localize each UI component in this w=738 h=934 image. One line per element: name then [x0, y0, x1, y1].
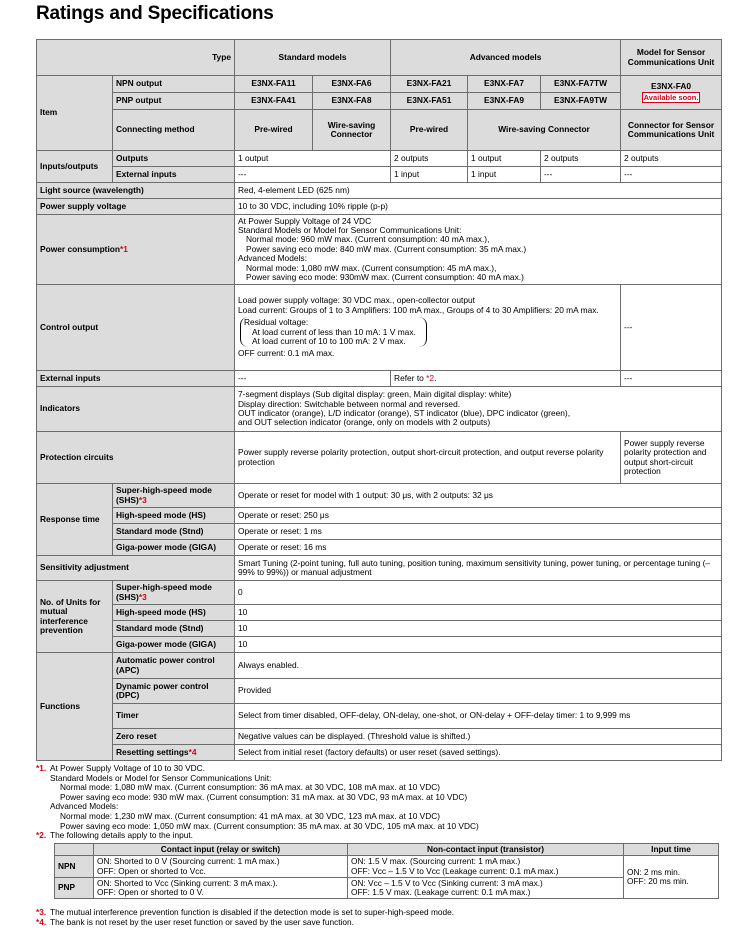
control-output-row: [37, 285, 722, 371]
model-npn: E3NX-FA6: [313, 76, 391, 93]
external-inputs-value: ---: [621, 167, 722, 183]
shs-text: Super-high-speed mode (SHS): [116, 582, 212, 602]
footnote-text: The mutual interference prevention function is disabled if the detection mode is set to super-high-speed mode.: [50, 907, 455, 917]
power-consumption-line: At Power Supply Voltage of 24 VDC: [238, 215, 372, 226]
npn-noncontact-line: ON: 1.5 V max. (Sourcing current: 1 mA max.): [351, 856, 521, 867]
control-output-value: [235, 285, 621, 371]
power-consumption-line: Normal mode: 960 mW max. (Current consumption: 40 mA max.),: [246, 234, 490, 245]
npn-output-row: [37, 76, 722, 93]
functions-apc-row: [37, 653, 722, 679]
footnote-4: [36, 918, 454, 928]
model-npn: E3NX-FA7TW: [541, 76, 621, 93]
response-value: Operate or reset: 250 μs: [235, 508, 722, 524]
external-inputs-value: 1 input: [468, 167, 541, 183]
power-consumption-line: Advanced Models:: [238, 253, 307, 264]
outputs-value: 2 outputs: [541, 151, 621, 167]
dpc-label: Dynamic power control (DPC): [113, 679, 235, 704]
response-hs-row: [37, 508, 722, 524]
page-title: Ratings and Specifications: [36, 3, 274, 24]
response-shs-row: [37, 484, 722, 508]
connecting-method: Pre-wired: [391, 110, 468, 151]
item-label: Item: [37, 76, 113, 151]
footnote-mark: *4.: [36, 916, 47, 927]
units-hs-row: [37, 605, 722, 621]
control-output-label: Control output: [37, 285, 235, 371]
shs-text: Super-high-speed mode (SHS): [116, 485, 212, 505]
residual-voltage-block: [240, 317, 427, 347]
power-consumption-line: Standard Models or Model for Sensor Communications Unit:: [238, 224, 462, 235]
control-output-line: Load power supply voltage: 30 VDC max., open-collector output: [238, 295, 475, 306]
stnd-mode-label: Standard mode (Stnd): [113, 524, 235, 540]
power-supply-row: [37, 199, 722, 215]
model-npn: E3NX-FA21: [391, 76, 468, 93]
footnote-mark: *1.: [36, 763, 47, 773]
pnp-output-label: PNP output: [113, 93, 235, 110]
footnote-mark: *2.: [36, 830, 47, 841]
input-pnp-row: [55, 877, 719, 899]
shs-mode-label: [113, 581, 235, 605]
npn-contact: [94, 856, 348, 878]
external-inputs-advanced: [391, 371, 621, 387]
external-inputs-row-label: External inputs: [37, 371, 235, 387]
model-pnp: E3NX-FA9: [468, 93, 541, 110]
type-label: Type: [37, 40, 235, 76]
note-ref: *3: [138, 494, 147, 505]
external-inputs-row: [37, 167, 722, 183]
footnote-2: [36, 831, 726, 841]
response-giga-row: [37, 540, 722, 556]
external-inputs-value: ---: [541, 167, 621, 183]
footnote-text: At Power Supply Voltage of 10 to 30 VDC.: [50, 763, 205, 773]
functions-zero-row: [37, 729, 722, 745]
giga-mode-label: Giga-power mode (GIGA): [113, 637, 235, 653]
input-time-header: Input time: [624, 844, 719, 856]
zero-reset-value: Negative values can be displayed. (Threshold value is shifted.): [235, 729, 722, 745]
input-time-line: ON: 2 ms min.: [627, 867, 681, 878]
npn-noncontact: [348, 856, 624, 878]
pnp-output-row: [37, 93, 722, 110]
functions-timer-row: [37, 704, 722, 729]
model-npn: E3NX-FA0: [651, 81, 692, 92]
power-consumption-line: Power saving eco mode: 930mW max. (Current consumption: 40 mA max.): [246, 272, 524, 283]
contact-input-header: Contact input (relay or switch): [94, 844, 348, 856]
units-value: 10: [235, 621, 722, 637]
external-inputs-main-row: [37, 371, 722, 387]
pnp-noncontact-line: ON: Vcc – 1.5 V to Vcc (Sinking current: 3 mA max.): [351, 877, 543, 888]
connecting-method-row: [37, 110, 722, 151]
indicators-line: OUT indicator (orange), L/D indicator (orange), ST indicator (blue), DPC indicator (green),: [238, 408, 571, 418]
connecting-method: Wire-saving Connector: [313, 110, 391, 151]
refer-text: Refer to: [394, 372, 427, 383]
resetting-settings-value: Select from initial reset (factory defaults) or user reset (saved settings).: [235, 745, 722, 761]
sensor-comm-model-cell: [621, 76, 722, 110]
functions-dpc-row: [37, 679, 722, 704]
standard-models-header: Standard models: [235, 40, 391, 76]
response-time-label: Response time: [37, 484, 113, 556]
shs-mode-label: [113, 484, 235, 508]
note-ref: *2: [426, 372, 435, 383]
light-source-value: Red, 4-element LED (625 nm): [235, 183, 722, 199]
zero-reset-label: Zero reset: [113, 729, 235, 745]
footnote-mark: *3.: [36, 907, 47, 917]
power-supply-value: 10 to 30 VDC, including 10% ripple (p-p): [235, 199, 722, 215]
outputs-value: 2 outputs: [391, 151, 468, 167]
timer-value: Select from timer disabled, OFF-delay, ON-delay, one-shot, or ON-delay + OFF-delay timer: 1 to 9,999 ms: [235, 704, 722, 729]
input-time-line: OFF: 20 ms min.: [627, 876, 689, 887]
residual-line: At load current of less than 10 mA: 1 V max.: [252, 326, 416, 337]
available-soon-badge: Available soon.: [643, 92, 699, 102]
protection-value: Power supply reverse polarity protection, output short-circuit protection, and output reverse polarity protection: [235, 432, 621, 484]
outputs-value: 2 outputs: [621, 151, 722, 167]
indicators-line: 7-segment displays (Sub digital display: green, Main digital display: white): [238, 389, 512, 400]
functions-label: Functions: [37, 653, 113, 761]
residual-line: Residual voltage:: [244, 317, 309, 328]
outputs-row: [37, 151, 722, 167]
external-inputs-standard: ---: [235, 371, 391, 387]
pnp-contact-line: OFF: Open or shorted to 0 V.: [97, 887, 204, 898]
protection-label: Protection circuits: [37, 432, 235, 484]
note-ref: *4: [188, 746, 197, 757]
advanced-models-header: Advanced models: [391, 40, 621, 76]
power-consumption-text: Power consumption: [40, 243, 121, 254]
response-value: Operate or reset for model with 1 output: 30 μs, with 2 outputs: 32 μs: [235, 484, 722, 508]
input-corner: [55, 844, 94, 856]
power-consumption-row: [37, 215, 722, 285]
footnote-line: Standard Models or Model for Sensor Communications Unit:: [50, 772, 272, 783]
input-header-row: [55, 844, 719, 856]
control-output-comm: ---: [621, 285, 722, 371]
external-inputs-value: 1 input: [391, 167, 468, 183]
hs-mode-label: High-speed mode (HS): [113, 605, 235, 621]
connecting-method: Wire-saving Connector: [468, 110, 621, 151]
connecting-method: Connector for Sensor Communications Unit: [621, 110, 722, 151]
outputs-value: 1 output: [235, 151, 391, 167]
indicators-line: and OUT selection indicator (orange, only on models with 2 outputs): [238, 417, 491, 428]
apc-label: Automatic power control (APC): [113, 653, 235, 679]
model-npn: E3NX-FA7: [468, 76, 541, 93]
model-pnp: E3NX-FA8: [313, 93, 391, 110]
indicators-value: [235, 387, 722, 432]
indicators-line: Display direction: Switchable between normal and reversed.: [238, 398, 461, 409]
model-pnp: E3NX-FA41: [235, 93, 313, 110]
pnp-contact-line: ON: Shorted to Vcc (Sinking current: 3 mA max.).: [97, 877, 278, 888]
footnote-line: Normal mode: 1,230 mW max. (Current consumption: 41 mA max. at 30 VDC, 123 mA max. at 10 VDC): [60, 810, 440, 821]
type-header-row: [37, 40, 722, 76]
power-consumption-value: [235, 215, 722, 285]
protection-row: [37, 432, 722, 484]
pnp-label: PNP: [55, 877, 94, 899]
note-ref: *3: [138, 591, 147, 602]
pnp-contact: [94, 877, 348, 899]
power-consumption-line: Power saving eco mode: 840 mW max. (Current consumption: 35 mA max.): [246, 243, 527, 254]
npn-noncontact-line: OFF: Vcc – 1.5 V to Vcc (Leakage current: 0.1 mA max.): [351, 865, 559, 876]
input-time-value: [624, 856, 719, 899]
stnd-mode-label: Standard mode (Stnd): [113, 621, 235, 637]
footnote-line: Power saving eco mode: 1,050 mW max. (Current consumption: 35 mA max. at 30 VDC, 105 mA max. at 10 VDC): [60, 820, 479, 831]
footnote-text: The following details apply to the input.: [50, 830, 193, 841]
sensor-comm-model-header: Model for Sensor Communications Unit: [621, 40, 722, 76]
timer-label: Timer: [113, 704, 235, 729]
outputs-value: 1 output: [468, 151, 541, 167]
protection-comm: Power supply reverse polarity protection and output short-circuit protection: [621, 432, 722, 484]
footnote-line: Advanced Models:: [50, 801, 119, 812]
indicators-label: Indicators: [37, 387, 235, 432]
units-shs-row: [37, 581, 722, 605]
external-inputs-value: ---: [235, 167, 391, 183]
functions-reset-row: [37, 745, 722, 761]
light-source-row: [37, 183, 722, 199]
power-supply-label: Power supply voltage: [37, 199, 235, 215]
connecting-method: Pre-wired: [235, 110, 313, 151]
connecting-method-label: Connecting method: [113, 110, 235, 151]
input-details-table: [54, 843, 719, 899]
reset-text: Resetting settings: [116, 746, 189, 757]
control-output-line: Load current: Groups of 1 to 3 Amplifiers: 100 mA max., Groups of 4 to 30 Amplifiers: 20 mA max.: [238, 304, 599, 315]
pnp-noncontact-line: OFF: 1.5 V max. (Leakage current: 0.1 mA max.): [351, 887, 531, 898]
footnote-line: Normal mode: 1,080 mW max. (Current consumption: 36 mA max. at 30 VDC, 108 mA max. at 10 VDC): [60, 782, 440, 793]
power-consumption-line: Normal mode: 1,080 mW max. (Current consumption: 45 mA max.),: [246, 262, 497, 273]
indicators-row: [37, 387, 722, 432]
response-value: Operate or reset: 1 ms: [235, 524, 722, 540]
footnotes-bottom: [36, 908, 454, 927]
footnote-text: The bank is not reset by the user reset function or saved by the user save function.: [50, 916, 354, 927]
npn-output-label: NPN output: [113, 76, 235, 93]
model-pnp: E3NX-FA9TW: [541, 93, 621, 110]
off-current: OFF current: 0.1 mA max.: [238, 348, 335, 359]
noncontact-input-header: Non-contact input (transistor): [348, 844, 624, 856]
power-consumption-label: [37, 215, 235, 285]
units-value: 0: [235, 581, 722, 605]
external-inputs-comm: ---: [621, 371, 722, 387]
footnotes: [36, 764, 726, 841]
pnp-noncontact: [348, 877, 624, 899]
response-stnd-row: [37, 524, 722, 540]
external-inputs-label: External inputs: [113, 167, 235, 183]
hs-mode-label: High-speed mode (HS): [113, 508, 235, 524]
npn-contact-line: OFF: Open or shorted to Vcc.: [97, 865, 206, 876]
sensitivity-row: [37, 556, 722, 581]
inputs-outputs-label: Inputs/outputs: [37, 151, 113, 183]
units-stnd-row: [37, 621, 722, 637]
apc-value: Always enabled.: [235, 653, 722, 679]
units-value: 10: [235, 605, 722, 621]
footnote-line: Power saving eco mode: 930 mW max. (Current consumption: 31 mA max. at 30 VDC, 93 mA max. at 10 VDC): [60, 791, 468, 802]
units-giga-row: [37, 637, 722, 653]
input-npn-row: [55, 856, 719, 878]
model-pnp: E3NX-FA51: [391, 93, 468, 110]
dpc-value: Provided: [235, 679, 722, 704]
sensitivity-value: Smart Tuning (2-point tuning, full auto tuning, position tuning, maximum sensitivity tuning, power tuning, or percentage tuning (–99% to 99%)) or manual adjustment: [235, 556, 722, 581]
model-npn: E3NX-FA11: [235, 76, 313, 93]
npn-label: NPN: [55, 856, 94, 878]
resetting-settings-label: [113, 745, 235, 761]
refer-end: .: [434, 372, 437, 383]
outputs-label: Outputs: [113, 151, 235, 167]
residual-line: At load current of 10 to 100 mA: 2 V max.: [252, 335, 406, 346]
sensitivity-label: Sensitivity adjustment: [37, 556, 235, 581]
note-ref: *1: [120, 243, 128, 254]
units-label: No. of Units for mutual interference prevention: [37, 581, 113, 653]
units-value: 10: [235, 637, 722, 653]
light-source-label: Light source (wavelength): [37, 183, 235, 199]
giga-mode-label: Giga-power mode (GIGA): [113, 540, 235, 556]
npn-contact-line: ON: Shorted to 0 V (Sourcing current: 1 mA max.): [97, 856, 280, 867]
specifications-table: [36, 39, 722, 761]
response-value: Operate or reset: 16 ms: [235, 540, 722, 556]
